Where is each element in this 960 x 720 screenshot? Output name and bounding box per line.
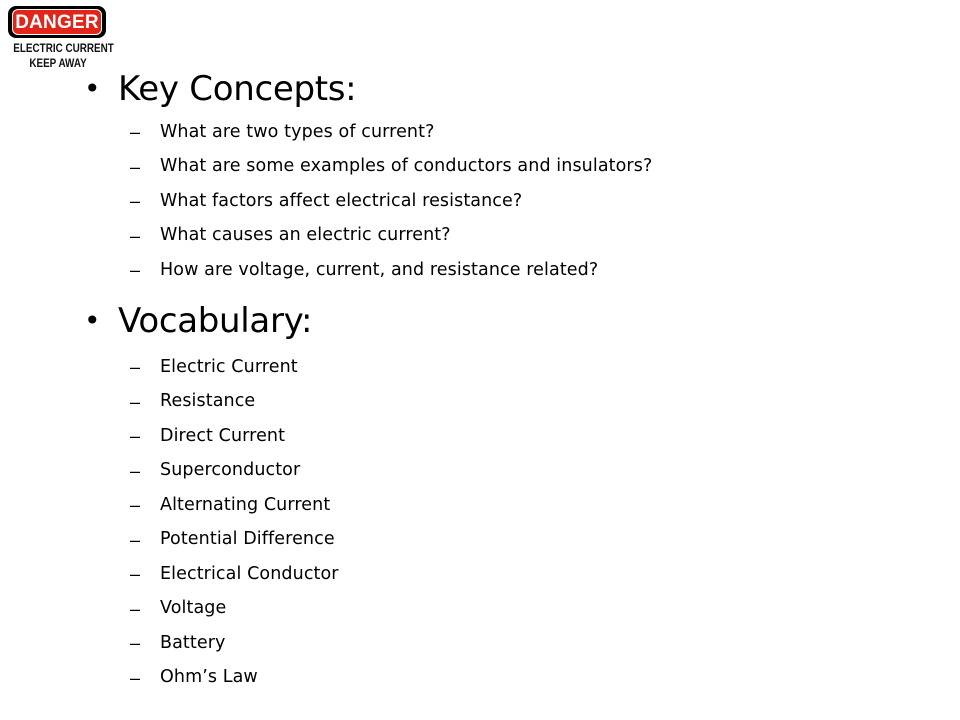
list-item	[130, 454, 339, 489]
key-concepts-list	[130, 115, 652, 288]
dash-icon: –	[130, 391, 141, 412]
vocabulary-term: Potential Difference	[160, 529, 335, 549]
list-item	[130, 661, 339, 696]
list-item	[130, 115, 652, 150]
dash-icon: –	[130, 357, 141, 378]
key-concept-text: How are voltage, current, and resistance related?	[160, 259, 599, 280]
dash-icon: –	[130, 598, 141, 619]
dash-icon: –	[130, 426, 141, 447]
dash-icon: –	[130, 260, 141, 281]
vocabulary-term: Electric Current	[160, 356, 298, 377]
key-concepts-title: Key Concepts:	[118, 69, 357, 109]
dash-icon: –	[130, 633, 141, 654]
key-concept-text: What causes an electric current?	[160, 225, 451, 245]
list-item	[130, 150, 652, 185]
vocabulary-title: Vocabulary:	[118, 301, 313, 341]
key-concepts-heading	[84, 69, 357, 109]
vocabulary-list	[130, 350, 339, 695]
list-item	[130, 488, 339, 523]
key-concept-text: What are two types of current?	[160, 121, 435, 142]
dash-icon: –	[130, 460, 141, 481]
vocabulary-term: Resistance	[160, 391, 256, 411]
list-item	[130, 385, 339, 420]
danger-line-keep-away: KEEP AWAY	[29, 58, 87, 70]
list-item	[130, 592, 339, 627]
vocabulary-term: Voltage	[160, 598, 227, 618]
bullet-icon: •	[84, 72, 101, 105]
key-concept-text: What factors affect electrical resistance?	[160, 190, 523, 211]
dash-icon: –	[130, 529, 141, 550]
dash-icon: –	[130, 122, 141, 143]
vocabulary-term: Direct Current	[160, 425, 286, 446]
list-item	[130, 219, 652, 254]
list-item	[130, 557, 339, 592]
list-item	[130, 350, 339, 385]
list-item	[130, 419, 339, 454]
list-item	[130, 523, 339, 558]
danger-word: DANGER	[15, 11, 99, 33]
vocabulary-heading	[84, 301, 313, 341]
list-item	[130, 253, 652, 288]
bullet-icon: •	[84, 304, 101, 337]
vocabulary-term: Alternating Current	[160, 494, 331, 515]
dash-icon: –	[130, 225, 141, 246]
list-item	[130, 184, 652, 219]
vocabulary-term: Superconductor	[160, 460, 301, 480]
key-concept-text: What are some examples of conductors and insulators?	[160, 156, 653, 176]
dash-icon: –	[130, 667, 141, 688]
dash-icon: –	[130, 495, 141, 516]
dash-icon: –	[130, 191, 141, 212]
dash-icon: –	[130, 564, 141, 585]
dash-icon: –	[130, 156, 141, 177]
vocabulary-term: Battery	[160, 632, 226, 653]
list-item	[130, 626, 339, 661]
danger-line-electric-current: ELECTRIC CURRENT	[13, 43, 114, 55]
vocabulary-term: Ohm’s Law	[160, 667, 258, 687]
vocabulary-term: Electrical Conductor	[160, 563, 339, 584]
